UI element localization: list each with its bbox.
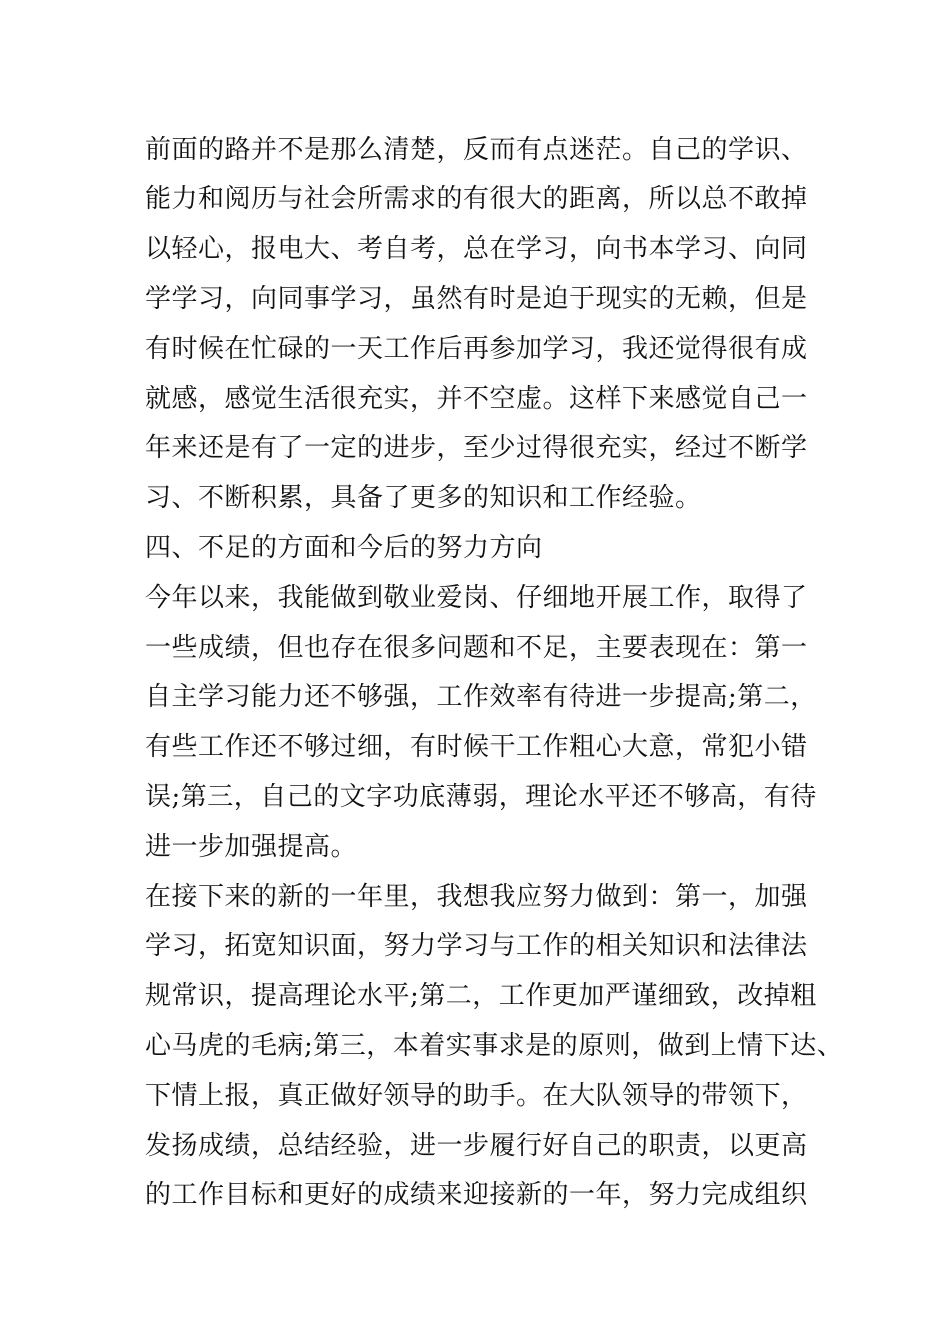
text-line: 的工作目标和更好的成绩来迎接新的一年，努力完成组织 — [145, 1180, 808, 1210]
text-line: 发扬成绩，总结经验，进一步履行好自己的职责，以更高 — [145, 1131, 808, 1161]
text-line: 有些工作还不够过细，有时候干工作粗心大意，常犯小错 — [145, 732, 808, 762]
text-line: 进一步加强提高。 — [145, 832, 358, 862]
text-line: 误;第三，自己的文字功底薄弱，理论水平还不够高，有待 — [145, 782, 817, 812]
text-line: 以轻心，报电大、考自考，总在学习，向书本学习、向同 — [145, 234, 808, 264]
text-line: 有时候在忙碌的一天工作后再参加学习，我还觉得很有成 — [145, 334, 808, 364]
text-line: 就感，感觉生活很充实，并不空虚。这样下来感觉自己一 — [145, 384, 808, 414]
text-line: 下情上报，真正做好领导的助手。在大队领导的带领下， — [145, 1081, 808, 1111]
text-line: 心马虎的毛病;第三，本着实事求是的原则，做到上情下达、 — [145, 1031, 844, 1061]
text-line: 学学习，向同事学习，虽然有时是迫于现实的无赖，但是 — [145, 284, 808, 314]
text-line: 今年以来，我能做到敬业爱岗、仔细地开展工作，取得了 — [145, 583, 808, 613]
text-line: 能力和阅历与社会所需求的有很大的距离，所以总不敢掉 — [145, 184, 808, 214]
text-line: 前面的路并不是那么清楚，反而有点迷茫。自己的学识、 — [145, 135, 808, 165]
text-line: 年来还是有了一定的进步，至少过得很充实，经过不断学 — [145, 433, 808, 463]
text-line: 习、不断积累，具备了更多的知识和工作经验。 — [145, 483, 702, 513]
text-line: 自主学习能力还不够强，工作效率有待进一步提高;第二， — [145, 682, 817, 712]
section-heading: 四、不足的方面和今后的努力方向 — [145, 533, 543, 563]
text-line: 学习，拓宽知识面，努力学习与工作的相关知识和法律法 — [145, 931, 808, 961]
text-line: 在接下来的新的一年里，我想我应努力做到：第一，加强 — [145, 882, 808, 912]
text-line: 规常识，提高理论水平;第二，工作更加严谨细致，改掉粗 — [145, 981, 817, 1011]
text-line: 一些成绩，但也存在很多问题和不足，主要表现在：第一 — [145, 633, 808, 663]
